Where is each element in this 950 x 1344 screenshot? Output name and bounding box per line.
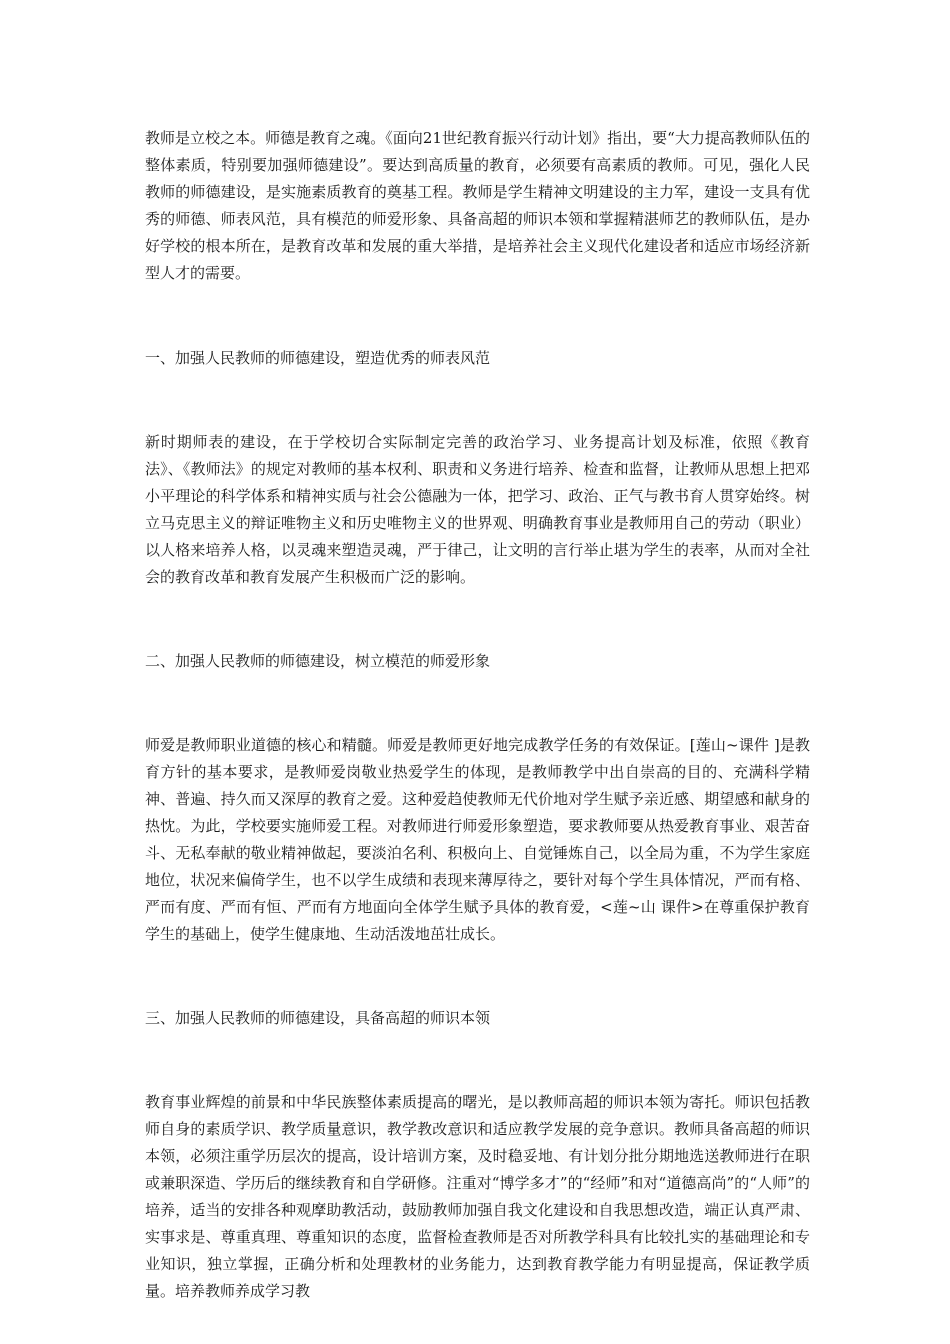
section-paragraph-1: 新时期师表的建设，在于学校切合实际制定完善的政治学习、业务提高计划及标准，依照《教育法》、《教师法》的规定对教师的基本权利、职责和义务进行培养、检查和监督，让教师从思想上把邓小平理论的科学体系和精神实质与社会公德融为一体，把学习、政治、正气与教书育人贯穿始终。树立马克思主义的辩证唯物主义和历史唯物主义的世界观、明确教育事业是教师用自己的劳动（职业）以人格来培养人格，以灵魂来塑造灵魂，严于律己，让文明的言行举止堪为学生的表率，从而对全社会的教育改革和教育发展产生积极而广泛的影响。 [145,433,810,586]
section-heading-1: 一、加强人民教师的师德建设，塑造优秀的师表风范 [145,349,491,367]
intro-paragraph: 教师是立校之本。师德是教育之魂。《面向21世纪教育振兴行动计划》指出，要“大力提高教师队伍的整体素质，特别要加强师德建设”。要达到高质量的教育，必须要有高素质的教师。可见，强化人民教师的师德建设，是实施素质教育的奠基工程。教师是学生精神文明建设的主力军，建设一支具有优秀的师德、师表风范，具有模范的师爱形象、具备高超的师识本领和掌握精湛师艺的教师队伍，是办好学校的根本所在，是教育改革和发展的重大举措，是培养社会主义现代化建设者和适应市场经济新型人才的需要。 [145,129,810,282]
section-paragraph-3: 教育事业辉煌的前景和中华民族整体素质提高的曙光，是以教师高超的师识本领为寄托。师识包括教师自身的素质学识、教学质量意识，教学教改意识和适应教学发展的竞争意识。教师具备高超的师识本领，必须注重学历层次的提高，设计培训方案，及时稳妥地、有计划分批分期地选送教师进行在职或兼职深造、学历后的继续教育和自学研修。注重对“博学多才”的“经师”和对“道德高尚”的“人师”的培养，适当的安排各种观摩助教活动，鼓励教师加强自我文化建设和自我思想改造，端正认真严肃、实事求是、尊重真理、尊重知识的态度，监督检查教师是否对所教学科具有比较扎实的基础理论和专业知识，独立掌握，正确分析和处理教材的业务能力，达到教育教学能力有明显提高，保证教学质量。培养教师养成学习教 [145,1093,810,1300]
document-body [145,125,810,1305]
section-heading-2: 二、加强人民教师的师德建设，树立模范的师爱形象 [145,652,491,670]
section-paragraph-2: 师爱是教师职业道德的核心和精髓。师爱是教师更好地完成教学任务的有效保证。[莲山~课件 ]是教育方针的基本要求，是教师爱岗敬业热爱学生的体现，是教师教学中出自崇高的目的、充满科学精神、普遍、持久而又深厚的教育之爱。这种爱趋使教师无代价地对学生赋予亲近感、期望感和献身的热忱。为此，学校要实施师爱工程。对教师进行师爱形象塑造，要求教师要从热爱教育事业、艰苦奋斗、无私奉献的敬业精神做起，要淡泊名利、积极向上、自觉锤炼自己，以全局为重，不为学生家庭地位，状况来偏倚学生，也不以学生成绩和表现来薄厚待之，要针对每个学生具体情况，严而有格、严而有度、严而有恒、严而有方地面向全体学生赋予具体的教育爱，<莲~山 课件>在尊重保护教育学生的基础上，使学生健康地、生动活泼地茁壮成长。 [145,736,810,943]
section-heading-3: 三、加强人民教师的师德建设，具备高超的师识本领 [145,1009,491,1027]
